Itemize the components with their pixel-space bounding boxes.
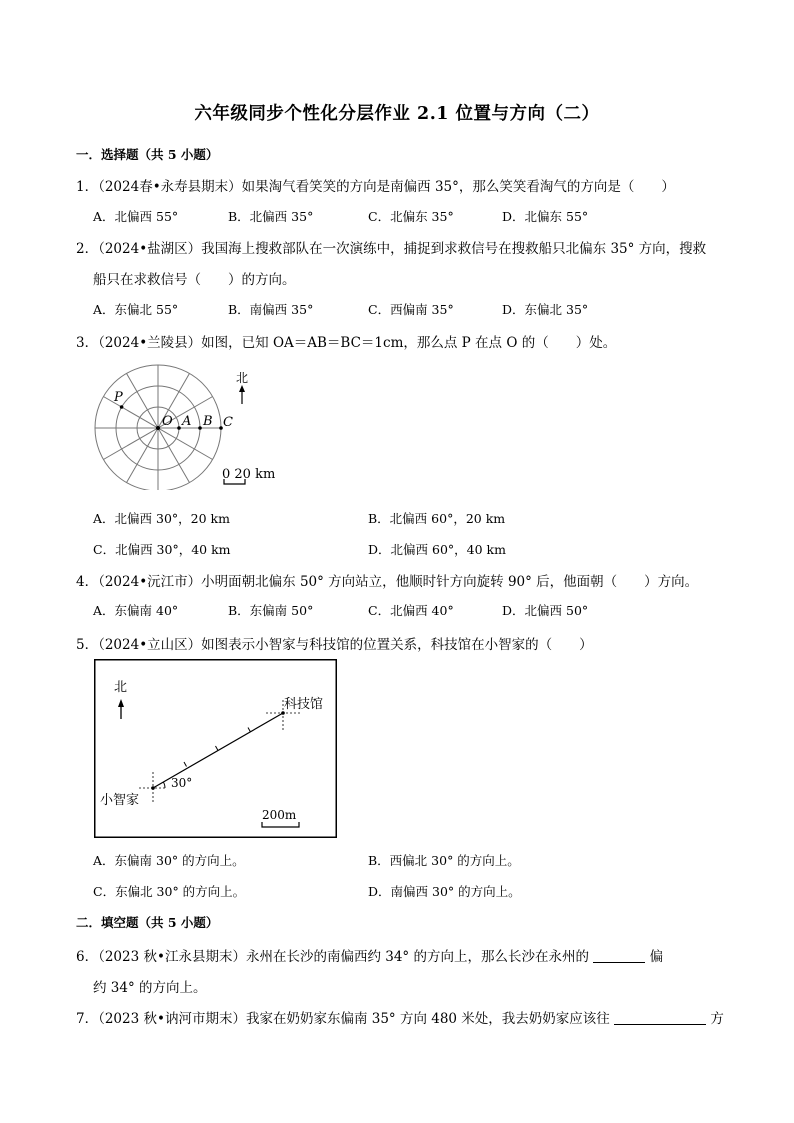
point-p-label: P (114, 390, 123, 405)
point-b-label: B (203, 414, 213, 429)
option-c[interactable]: C．北偏西 40° (368, 603, 454, 618)
option-c[interactable]: C．北偏东 35° (368, 209, 454, 224)
option-d[interactable]: D．东偏北 35° (502, 302, 589, 317)
home-label: 小智家 (100, 793, 140, 808)
section-heading-choice: 一．选择题（共 5 小题） (76, 147, 219, 162)
question-2-line-2: 船只在求救信号（ ）的方向。 (93, 272, 296, 288)
north-label: 北 (114, 680, 128, 695)
question-7-suffix: 方 (710, 1011, 724, 1027)
option-d[interactable]: D．北偏东 55° (502, 209, 589, 224)
question-6-suffix: 偏 (649, 949, 664, 965)
option-a[interactable]: A．东偏南 40° (93, 603, 179, 618)
question-4: 4．（2024•沅江市）小明面朝北偏东 50° 方向站立，他顺时针方向旋转 90° 后，他面朝（ ）方向。 (76, 574, 699, 590)
question-7-line-1 (76, 1007, 724, 1027)
question-7-text: 7．（2023 秋•讷河市期末）我家在奶奶家东偏南 35° 方向 480 米处，我去奶奶家应该往 (76, 1011, 610, 1027)
scale-label: 0 20 km (222, 467, 276, 482)
option-b[interactable]: B．西偏北 30° 的方向上。 (368, 853, 520, 868)
answer-blank[interactable] (593, 948, 645, 963)
scale-label: 200m (262, 808, 297, 822)
answer-blank[interactable] (614, 1010, 706, 1025)
option-b[interactable]: B．东偏南 50° (228, 603, 314, 618)
option-d[interactable]: D．北偏西 50° (502, 603, 589, 618)
option-d[interactable]: D．南偏西 30° 的方向上。 (368, 884, 521, 899)
question-5: 5．（2024•立山区）如图表示小智家与科技馆的位置关系，科技馆在小智家的（ ） (76, 637, 593, 653)
question-2-line-1: 2．（2024•盐湖区）我国海上搜救部队在一次演练中，捕捉到求救信号在搜救船只北偏东 35° 方向，搜救 (76, 241, 707, 257)
polar-direction-figure (92, 360, 302, 490)
option-b[interactable]: B．北偏西 60°，20 km (368, 511, 506, 526)
option-b[interactable]: B．南偏西 35° (228, 302, 314, 317)
point-a-label: A (182, 414, 192, 429)
museum-label: 科技馆 (284, 697, 324, 712)
question-3: 3．（2024•兰陵县）如图，已知 OA＝AB＝BC＝1cm，那么点 P 在点 O 的（ ）处。 (76, 335, 617, 351)
option-c[interactable]: C．西偏南 35° (368, 302, 454, 317)
north-arrow-icon (239, 385, 245, 404)
north-label: 北 (236, 371, 249, 385)
question-6-line-2: 约 34° 的方向上。 (93, 980, 207, 996)
point-o-label: O (162, 414, 173, 429)
question-6-text: 6．（2023 秋•江永县期末）永州在长沙的南偏西约 34° 的方向上，那么长沙在永州的 (76, 949, 589, 965)
question-1: 1．（2024春•永寿县期末）如果淘气看笑笑的方向是南偏西 35°，那么笑笑看淘气的方向是（ ） (76, 179, 675, 195)
option-b[interactable]: B．北偏西 35° (228, 209, 314, 224)
option-a[interactable]: A．北偏西 30°，20 km (93, 511, 230, 526)
angle-label: 30° (171, 776, 193, 790)
museum-location-figure (94, 659, 338, 839)
option-a[interactable]: A．东偏南 30° 的方向上。 (93, 853, 245, 868)
option-d[interactable]: D．北偏西 60°，40 km (368, 542, 506, 557)
question-6-line-1 (76, 945, 663, 965)
section-heading-fill-blank: 二．填空题（共 5 小题） (76, 915, 219, 930)
option-c[interactable]: C．东偏北 30° 的方向上。 (93, 884, 246, 899)
option-a[interactable]: A．北偏西 55° (93, 209, 179, 224)
scale-bar (262, 822, 299, 827)
point-c-label: C (223, 415, 233, 430)
page-title: 六年级同步个性化分层作业 2.1 位置与方向（二） (194, 104, 600, 124)
north-arrow-icon (118, 699, 124, 719)
option-c[interactable]: C．北偏西 30°，40 km (93, 542, 231, 557)
option-a[interactable]: A．东偏北 55° (93, 302, 179, 317)
